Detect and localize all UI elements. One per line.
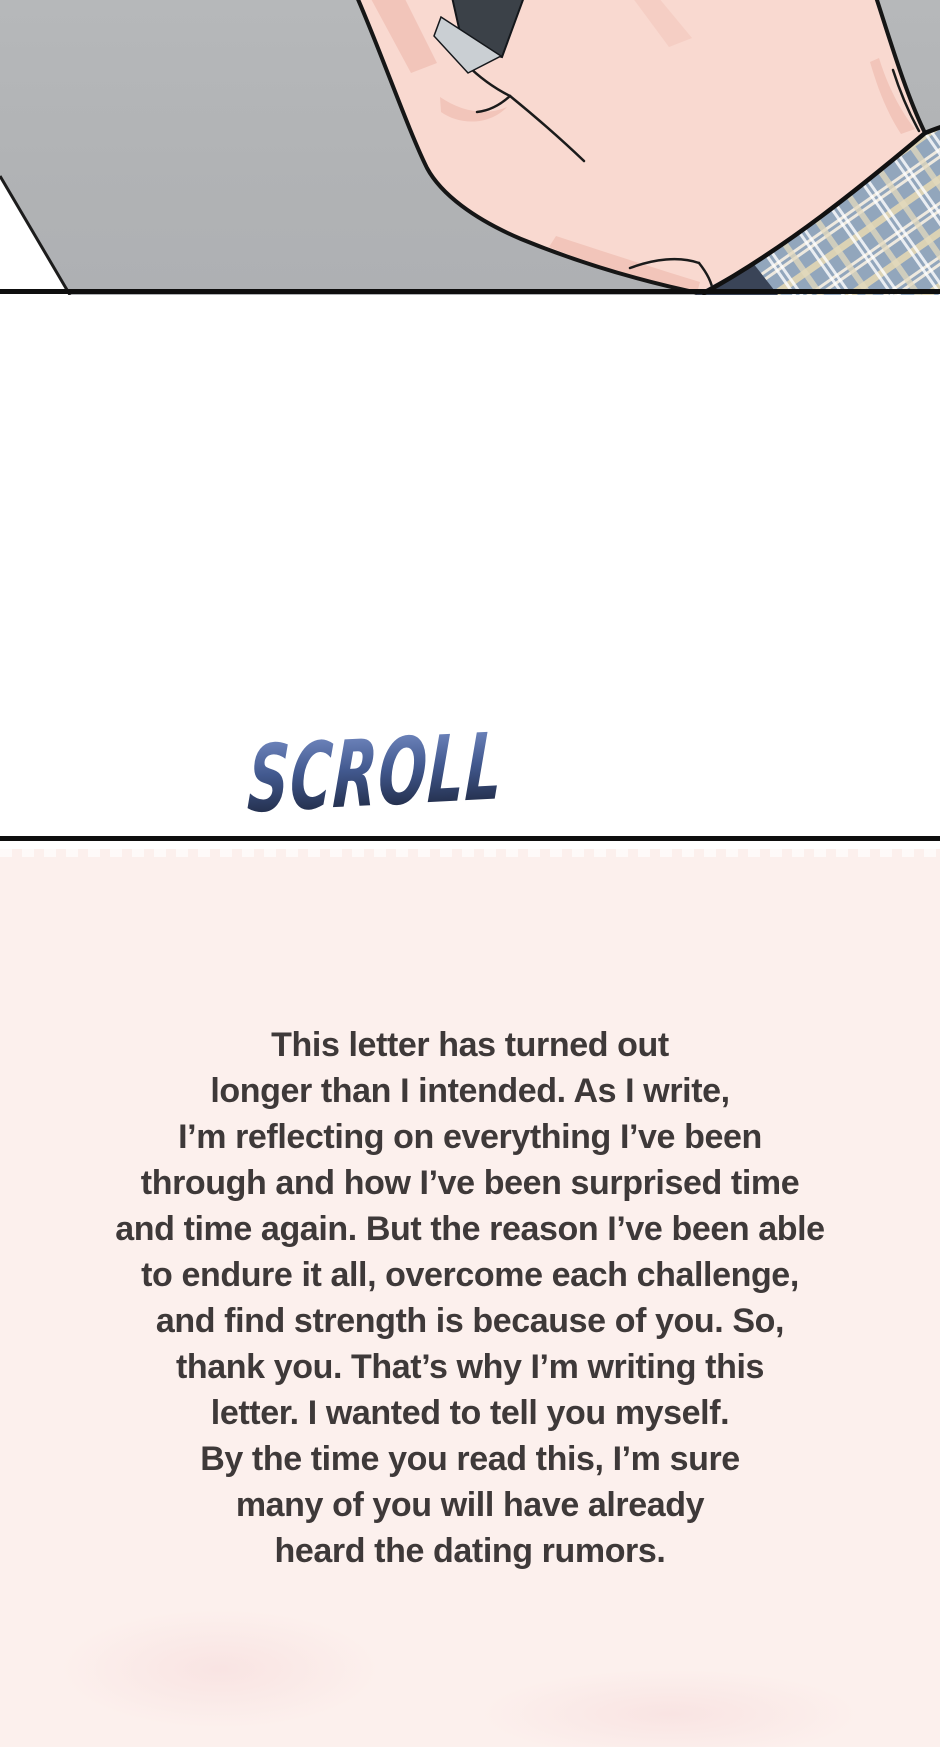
letter-line: through and how I’ve been surprised time	[140, 1164, 800, 1202]
scroll-indicator	[214, 653, 534, 835]
letter-line: and find strength is because of you. So,	[155, 1302, 785, 1340]
scroll-text: SCROLL	[245, 714, 506, 835]
letter-line: and time again. But the reason I’ve been able	[115, 1210, 825, 1248]
letter-line: By the time you read this, I’m sure	[200, 1440, 740, 1478]
letter-line: heard the dating rumors.	[274, 1532, 666, 1570]
letter-line: longer than I intended. As I write,	[210, 1072, 730, 1110]
letter-panel	[0, 849, 940, 1747]
paper-blotch	[480, 1669, 860, 1747]
letter-line: thank you. That’s why I’m writing this	[175, 1348, 765, 1386]
paper-blotch	[60, 1609, 380, 1729]
panel-border	[0, 289, 940, 294]
letter-line: This letter has turned out	[271, 1026, 669, 1064]
letter-line: many of you will have already	[235, 1486, 705, 1524]
perforation-edge	[0, 849, 940, 857]
art-panel	[0, 0, 940, 295]
letter-line: I’m reflecting on everything I’ve been	[178, 1118, 762, 1156]
letter-line: letter. I wanted to tell you myself.	[210, 1394, 730, 1432]
divider-line	[0, 836, 940, 841]
letter-line: to endure it all, overcome each challenge,	[141, 1256, 799, 1294]
